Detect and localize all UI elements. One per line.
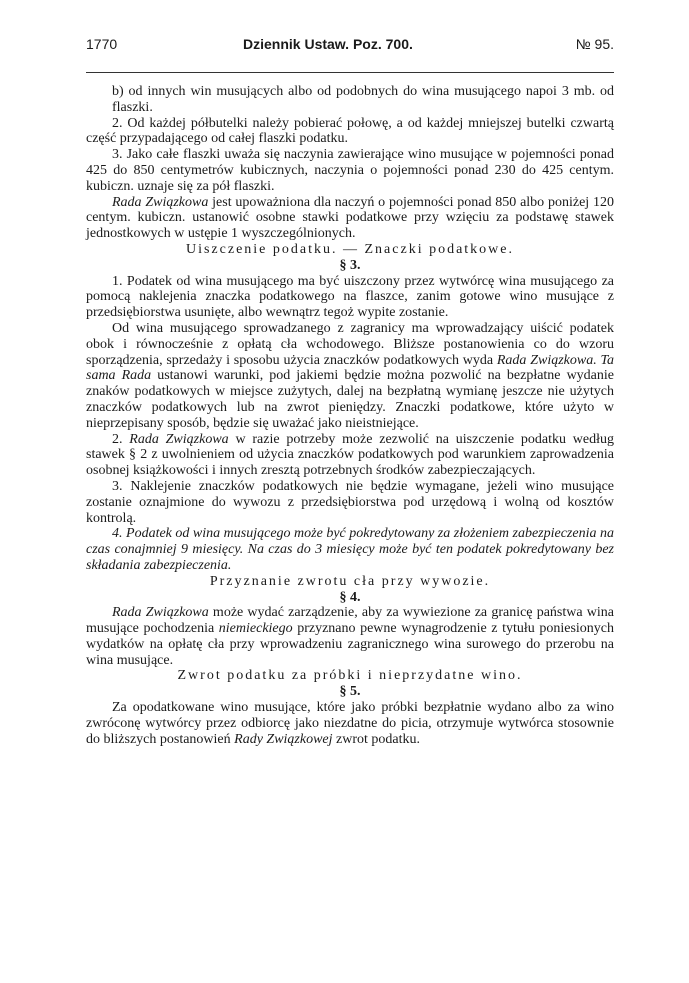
- s3-paragraph-3: 3. Naklejenie znaczków podatkowych nie będzie wymagane, jeżeli wino musujące zostanie oznajmione do wywozu z przedsiębiorstwa pod urzędową i wolną od kosztów kontrolą.: [86, 478, 614, 526]
- issue-number: № 95.: [575, 36, 614, 52]
- s3-paragraph-4: 4. Podatek od wina musującego może być pokredytowany za złożeniem zabezpieczenia na czas conajmniej 9 miesięcy. Na czas do 3 miesięcy może być ten podatek pokredytowany bez składania zabezpieczenia.: [86, 526, 614, 573]
- document-body: [86, 84, 614, 747]
- s5-paragraph: [86, 700, 614, 747]
- journal-title: Dziennik Ustaw. Poz. 700.: [243, 36, 413, 52]
- section-5-number: § 5.: [339, 684, 361, 700]
- paragraph-rada: [86, 195, 614, 242]
- paragraph-b: b) od innych win musujących albo od podobnych do wina musującego napoi 3 mb. od flaszki.: [112, 84, 614, 115]
- page-number: 1770: [86, 36, 118, 52]
- s3-import-text-a: Od wina musującego sprowadzanego z zagranicy ma wprowadzający uiścić podatek obok i równocześnie z opłatą cła wchodowego. Bliższe postanowienia co do wzoru sporządzenia, sprzedaży i sposobu użycia znaczków podatkowych wyda: [86, 320, 614, 368]
- section-3-number: § 3.: [339, 257, 361, 273]
- s5-text-a: Za opodatkowane wino musujące, które jako próbki bezpłatnie wydano albo za wino zwróconę wytwórcy przez odbiorcę jako niezdatne do picia, otrzymuje wytwórca stosownie do bliższych postanowień: [86, 700, 614, 747]
- s3-import-text-b: ustanowi warunki, pod jakiemi będzie można pozwolić na bezpłatne wydanie znaków podatkowych w miejsce zużytych, dalej na bezpłatną wymianę jeszcze nie użytych znaczków podatkowych lub na zwrot pieniędzy. Znaczki podatkowe, które użyto w nieprzepisany sposób, będzie się uważać jako nieistniejące.: [86, 368, 614, 431]
- heading-uiszczenie: Uiszczenie podatku. — Znaczki podatkowe.: [185, 241, 515, 257]
- s4-paragraph: [86, 605, 614, 668]
- s3-paragraph-2: [86, 432, 614, 479]
- s5-emphasis: Rady Związkowej: [234, 731, 333, 747]
- s3-p2-emphasis: Rada Związkowa: [129, 431, 229, 447]
- section-4-number: § 4.: [339, 589, 361, 605]
- page-header: [86, 36, 614, 58]
- rada-text: jest upoważniona dla naczyń o pojemności ponad 850 albo poniżej 120 centym. kubiczn. ustanowić osobne stawki podatkowe przy wzięciu za podstawę stawek jednostkowych w ustępie 1 wyszczególnionych.: [86, 194, 614, 242]
- s4-emphasis-1: Rada Związkowa: [112, 605, 209, 621]
- s3-paragraph-import: [86, 321, 614, 432]
- s4-emphasis-2: niemieckiego: [218, 621, 293, 637]
- header-rule: [86, 72, 614, 73]
- s3-p2-num: 2.: [112, 431, 130, 447]
- s3-p2-text: w razie potrzeby może zezwolić na uiszczenie podatku według stawek § 2 z uwolnieniem od użycia znaczków podatkowych pod warunkiem zaprowadzenia osobnej książkowości i innych zresztą potrzebnych środków zabezpieczających.: [86, 431, 614, 479]
- s5-text-b: zwrot podatku.: [332, 731, 421, 747]
- paragraph-2: 2. Od każdej półbutelki należy pobierać połowę, a od każdej mniejszej butelki czwartą część przypadającego od całej flaszki podatku.: [86, 115, 614, 147]
- s4-text-a: może wydać zarządzenie, aby za wywiezione za granicę państwa wina musujące pochodzenia: [86, 605, 614, 637]
- s3-paragraph-1: 1. Podatek od wina musującego ma być uiszczony przez wytwórcę wina musującego za pomocą naklejenia znaczka podatkowego na flaszce, zanim gotowe wino musujące z przedsiębiorstwa usunięte, albo wewnątrz tegoż wypite zostanie.: [86, 273, 614, 321]
- paragraph-3: 3. Jako całe flaszki uważa się naczynia zawierające wino musujące w pojemności ponad 425 do 850 centymetrów kubicznych, naczynia o pojemności ponad 230 do 425 centym. kubiczn. uznaje się za pół flaszki.: [86, 147, 614, 194]
- s4-text-b: przyznano pewne wynagrodzenie z tytułu poniesionych wydatków na opłatę cła przy wprowadzeniu zagranicznego wina surowego do przerobu na wina musujące.: [86, 621, 614, 668]
- heading-zwrot-podatku: Zwrot podatku za próbki i nieprzydatne wino.: [177, 668, 523, 684]
- heading-zwrot-cla: Przyznanie zwrotu cła przy wywozie.: [209, 573, 491, 589]
- s3-import-emphasis: Rada Związkowa. Ta sama Rada: [86, 352, 614, 384]
- rada-emphasis: Rada Związkowa: [112, 194, 209, 210]
